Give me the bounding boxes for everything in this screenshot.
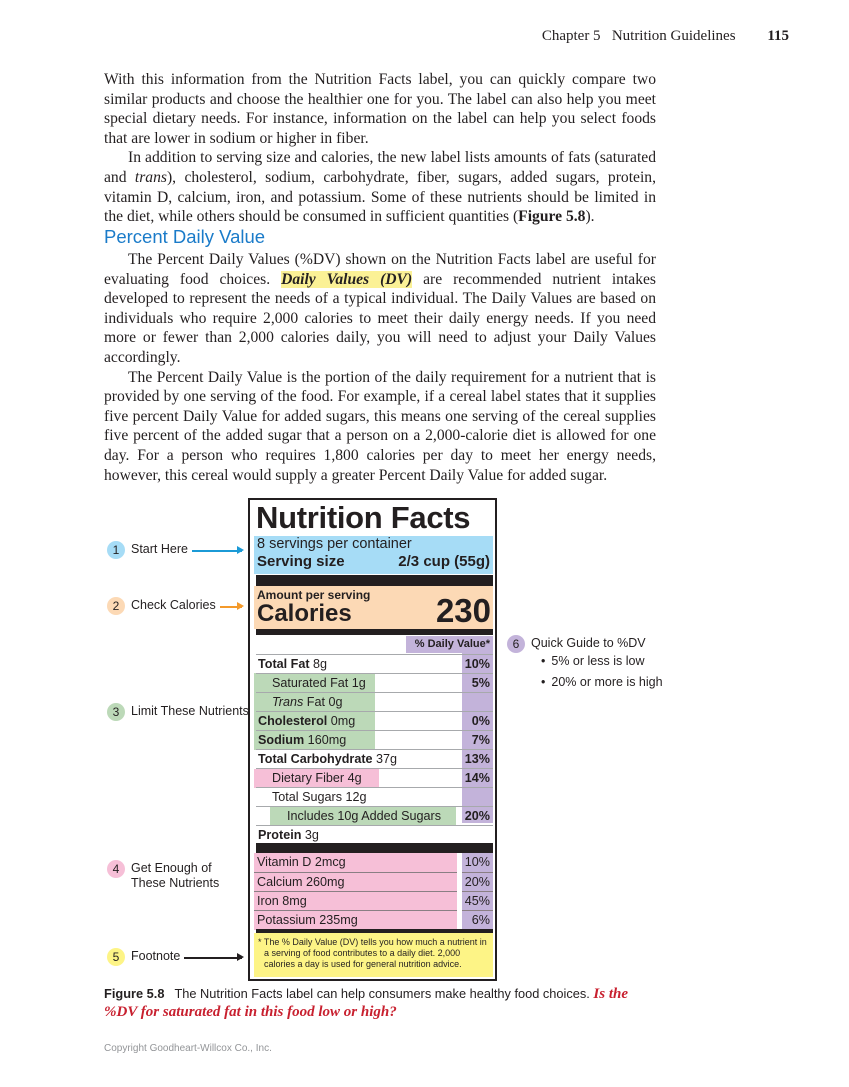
serving-size-value: 2/3 cup (55g) xyxy=(398,553,490,570)
paragraph-4: The Percent Daily Value is the portion of the daily requirement for a nutrient that is provided by one serving of the food. For example, if a cereal label states that it supplies five percent Daily Value for added sugars, this means one serving of the cereal supplies five percent of the added sugar that a person on a 2,000-calorie diet is allowed for one day. For a person who requires 1,800 calories per day to meet her energy needs, however, this cereal would supply a greater Percent Daily Value for added sugar. xyxy=(104,368,656,484)
figure-reference[interactable]: Figure 5.8 xyxy=(518,208,586,226)
vitamin-row-potassium: Potassium 235mg xyxy=(254,910,457,930)
callout-number: 6 xyxy=(507,635,525,653)
key-term-daily-values[interactable]: Daily Values (DV) xyxy=(281,270,413,288)
callout-number: 4 xyxy=(107,860,125,878)
nutrient-row-saturated-fat: Saturated Fat 1g 5% xyxy=(256,673,493,693)
guide-bullet: • 20% or more is high xyxy=(541,675,663,690)
serving-info xyxy=(254,536,493,574)
divider-bar xyxy=(256,575,493,586)
section-heading: Percent Daily Value xyxy=(104,226,266,247)
vitamin-dv: 45% xyxy=(462,891,493,910)
divider-bar xyxy=(256,843,493,853)
label-title: Nutrition Facts xyxy=(256,500,471,535)
caption-question: Is the %DV for saturated fat in this food low or high? xyxy=(104,986,629,1020)
dv-header: % Daily Value* xyxy=(406,636,493,653)
nutrient-row-dietary-fiber: Dietary Fiber 4g 14% xyxy=(256,768,493,788)
serving-size-label: Serving size xyxy=(257,553,345,570)
intro-text xyxy=(104,70,656,227)
callout-number: 5 xyxy=(107,948,125,966)
callout-number: 3 xyxy=(107,703,125,721)
figure-number: Figure 5.8 xyxy=(104,986,165,1001)
vitamin-dv: 20% xyxy=(462,872,493,891)
arrow-icon xyxy=(184,957,242,959)
label-footnote: * The % Daily Value (DV) tells you how much a nutrient in a serving of food contributes to a daily diet. 2,000 calories a day is used for general nutrition advice. xyxy=(254,933,493,977)
divider-bar xyxy=(256,629,493,635)
paragraph-2: In addition to serving size and calories, the new label lists amounts of fats (saturated and trans), cholesterol, sodium, carbohydrate, fiber, sugars, added sugars, protein, vitamin D, calcium, iron, and potassium. Some of these nutrients should be limited in the diet, while others should be consumed in sufficient quantities (Figure 5.8). xyxy=(104,149,656,226)
calories-value: 230 xyxy=(435,592,491,629)
figure-caption: Figure 5.8 The Nutrition Facts label can help consumers make healthy food choices. Is the %DV for saturated fat in this food low or high? xyxy=(104,986,629,1020)
callout-number: 2 xyxy=(107,597,125,615)
vitamin-row-calcium: Calcium 260mg xyxy=(254,872,457,892)
calories-section xyxy=(254,586,493,629)
nutrient-row-protein: Protein 3g xyxy=(256,825,493,845)
arrow-icon xyxy=(220,606,242,608)
page-number: 115 xyxy=(767,28,789,44)
callout-number: 1 xyxy=(107,541,125,559)
nutrient-row-trans-fat: Trans Fat 0g xyxy=(256,692,493,712)
running-header xyxy=(542,28,789,45)
guide-bullet: • 5% or less is low xyxy=(541,654,663,669)
vitamin-row-iron: Iron 8mg xyxy=(254,891,457,911)
nutrient-row-cholesterol: Cholesterol 0mg 0% xyxy=(256,711,493,731)
arrow-icon xyxy=(192,550,242,552)
nutrition-facts-label xyxy=(248,498,497,981)
nutrient-row-total-fat: Total Fat 8g 10% xyxy=(256,654,493,674)
copyright: Copyright Goodheart-Willcox Co., Inc. xyxy=(104,1043,272,1054)
servings-per-container: 8 servings per container xyxy=(257,536,412,552)
paragraph-3: The Percent Daily Values (%DV) shown on the Nutrition Facts label are useful for evaluating food choices. Daily Values (DV) are recommended nutrient intakes developed to represent the needs of a typical individual. The Daily Values are based on individuals who require 2,000 calories to meet their daily energy needs. If you need more or fewer than 2,000 calories daily, you will need to adjust your Daily Values accordingly. xyxy=(104,251,657,366)
vitamin-row-vitamin-d: Vitamin D 2mcg xyxy=(254,853,457,872)
chapter-title: Chapter 5 Nutrition Guidelines xyxy=(541,28,736,44)
nutrient-row-added-sugars: Includes 10g Added Sugars 20% xyxy=(256,806,493,826)
amount-per-serving: Amount per serving xyxy=(257,588,371,602)
paragraph-1: With this information from the Nutrition Facts label, you can quickly compare two similar products and choose the healthier one for you. The label can also help you meet special dietary needs. For instance, information on the label can help you select foods that are lower in sodium or higher in fiber. xyxy=(104,71,656,147)
vitamin-dv: 10% xyxy=(462,853,493,872)
nutrient-row-sodium: Sodium 160mg 7% xyxy=(256,730,493,750)
vitamin-dv: 6% xyxy=(462,910,493,929)
nutrient-row-total-sugars: Total Sugars 12g xyxy=(256,787,493,807)
nutrient-row-total-carbohydrate: Total Carbohydrate 37g 13% xyxy=(256,749,493,769)
calories-label: Calories xyxy=(257,600,352,627)
percent-dv-text xyxy=(104,250,656,485)
